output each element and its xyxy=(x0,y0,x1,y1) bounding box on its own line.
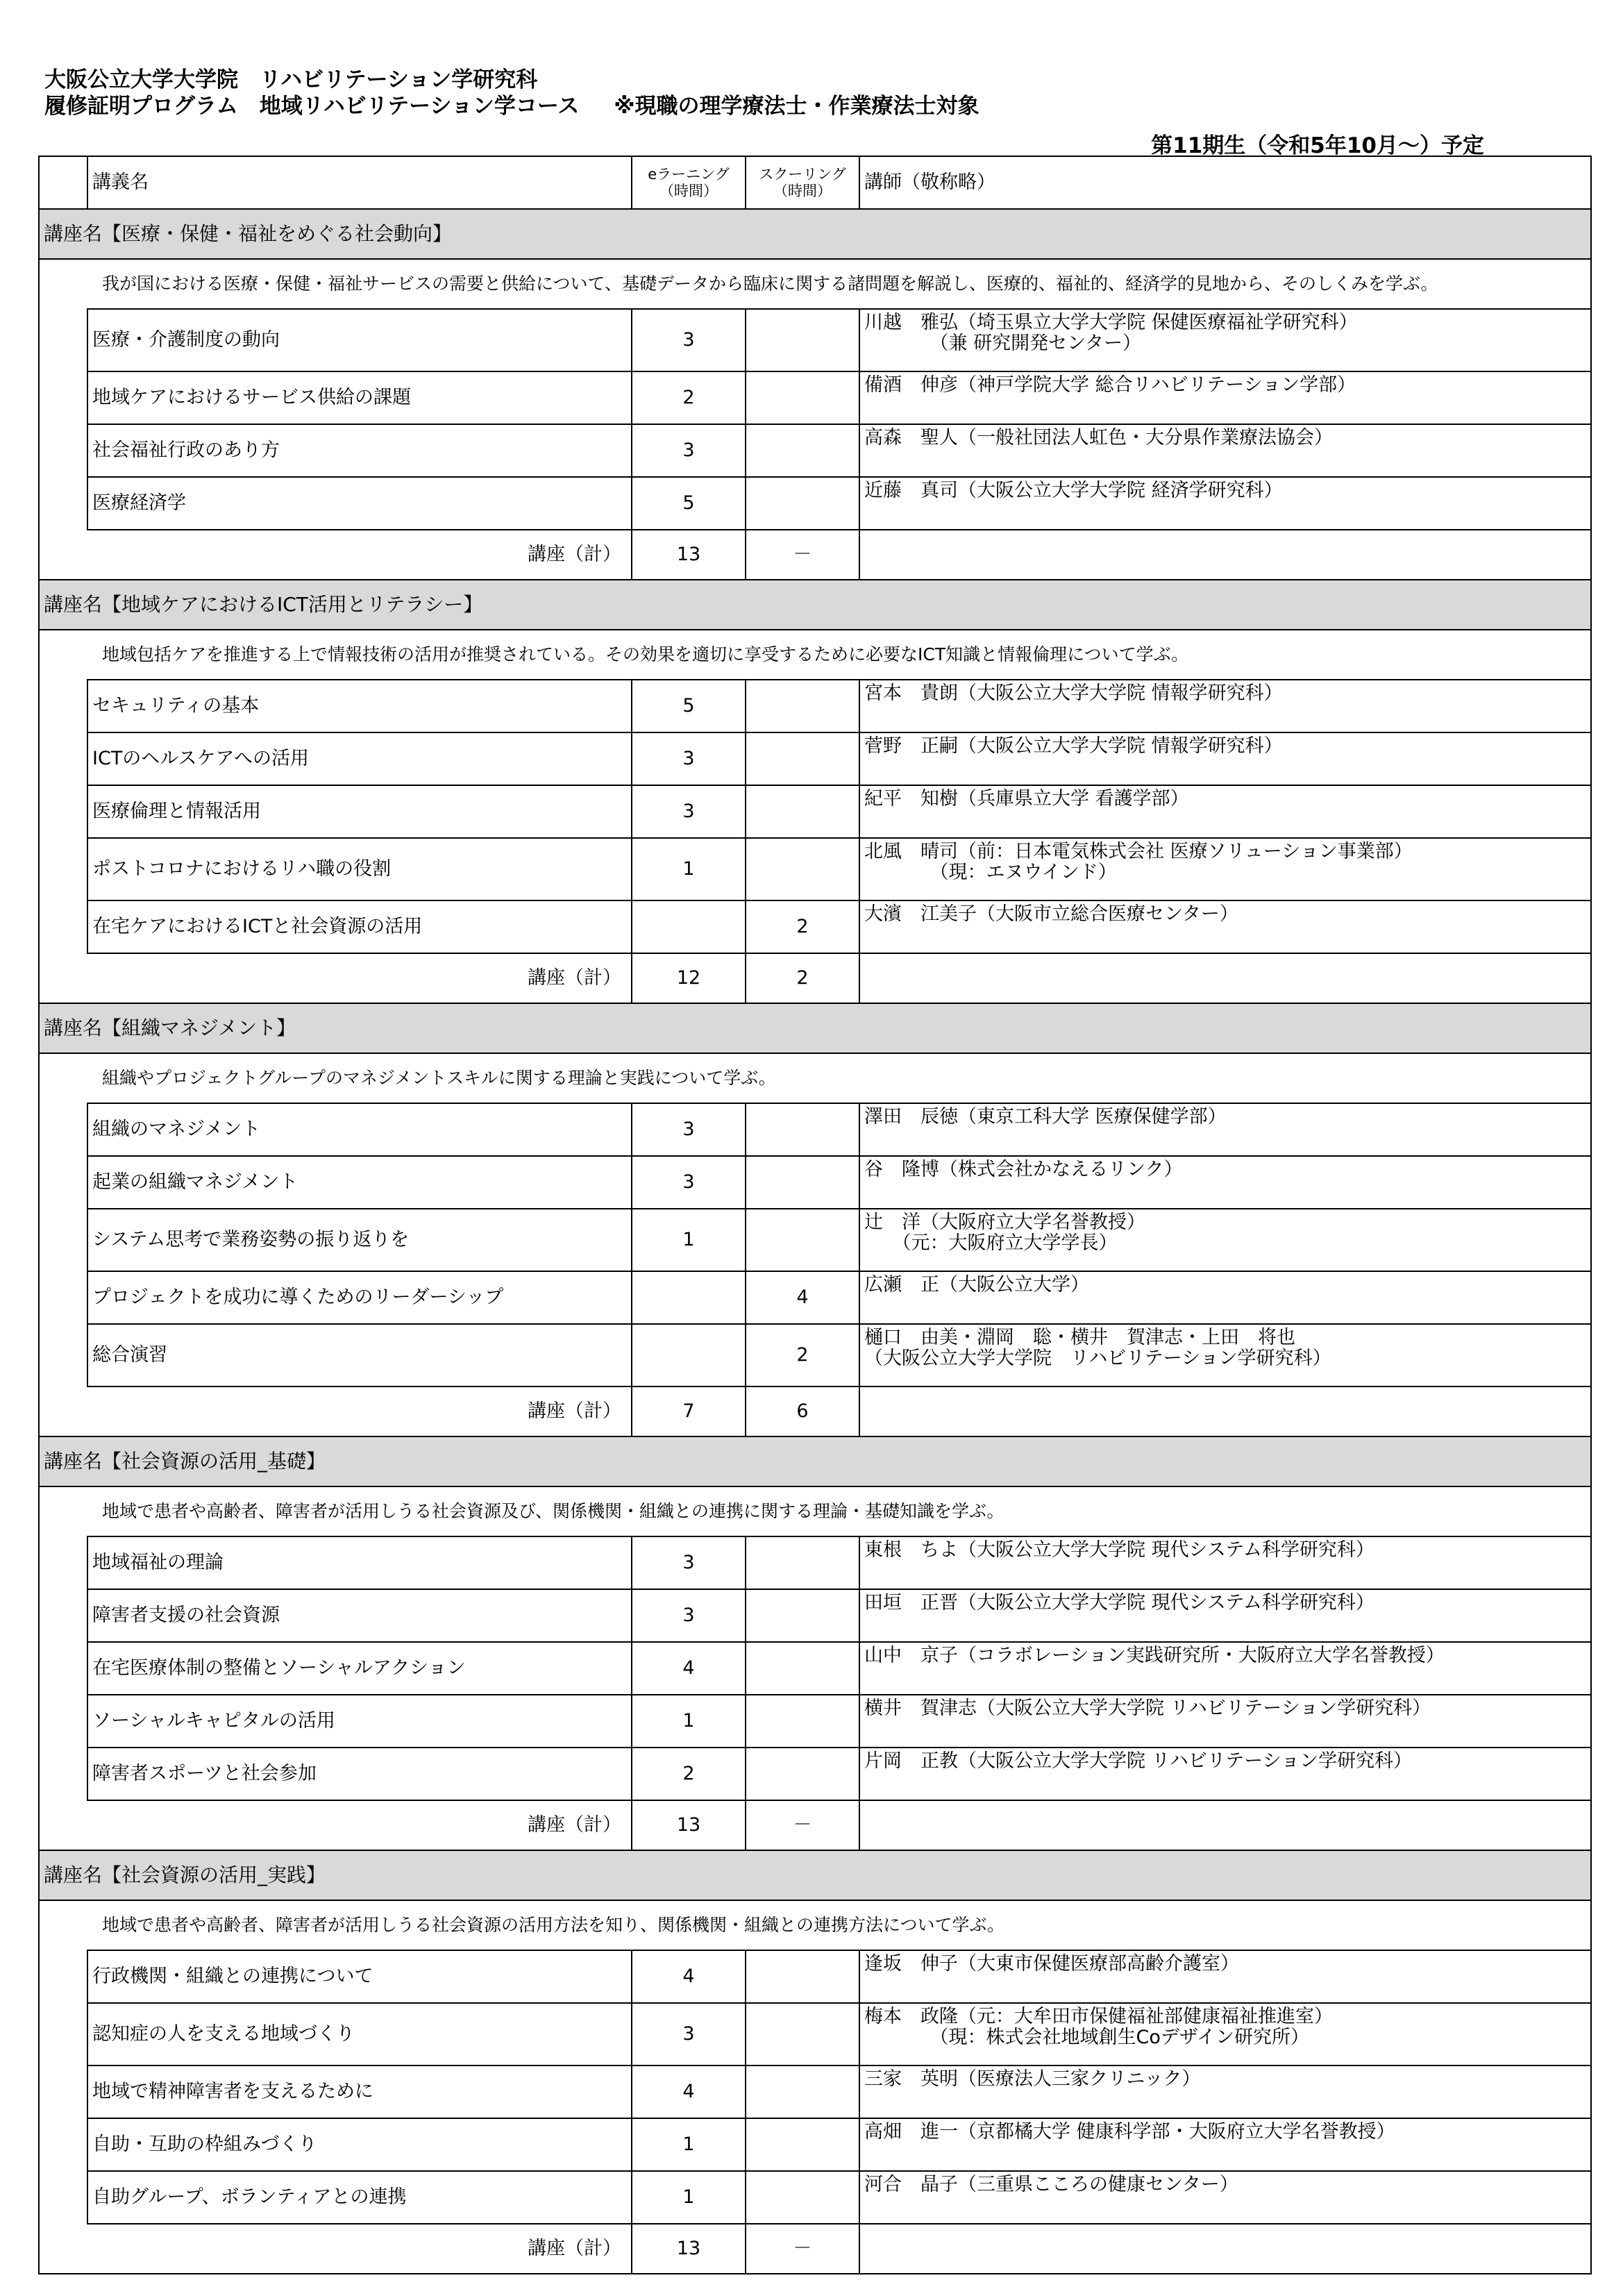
instructor-line1: 片岡 正教（大阪公立大学大学院 リハビリテーション学研究科） xyxy=(864,1750,1413,1772)
indent-cell xyxy=(39,2118,87,2171)
course-total-row xyxy=(39,2224,1591,2274)
instructor-line1: 樋口 由美・淵岡 聡・横井 賀津志・上田 将也 xyxy=(864,1327,1295,1348)
indent-cell xyxy=(39,838,87,900)
instructor-cell xyxy=(859,309,1591,371)
lecture-name: 総合演習 xyxy=(87,1324,632,1386)
instructor-line1: 辻 洋（大阪府立大学名誉教授） xyxy=(864,1212,1145,1233)
course-description: 地域で患者や高齢者、障害者が活用しうる社会資源及び、関係機関・組織との連携に関する理論・基礎知識を学ぶ。 xyxy=(39,1486,1591,1536)
elearning-hours: 4 xyxy=(632,2065,746,2118)
schooling-hours xyxy=(746,1156,859,1209)
course-title: 講座名【地域ケアにおけるICT活用とリテラシー】 xyxy=(39,580,1591,630)
schooling-hours xyxy=(746,785,859,838)
header-line1: 大阪公立大学大学院 リハビリテーション学研究科 xyxy=(44,67,538,92)
course-title-row xyxy=(39,1436,1591,1486)
instructor-cell xyxy=(859,1209,1591,1271)
schooling-hours xyxy=(746,309,859,371)
lecture-row xyxy=(39,1156,1591,1209)
elearning-hours: 4 xyxy=(632,1950,746,2003)
instructor-cell xyxy=(859,1950,1591,2003)
lecture-name: 社会福祉行政のあり方 xyxy=(87,424,632,477)
lecture-name: 起業の組織マネジメント xyxy=(87,1156,632,1209)
elearning-hours: 3 xyxy=(632,1156,746,1209)
lecture-name: ソーシャルキャピタルの活用 xyxy=(87,1695,632,1748)
instructor-cell xyxy=(859,732,1591,785)
lecture-name: 地域で精神障害者を支えるために xyxy=(87,2065,632,2118)
table-header-row xyxy=(39,156,1591,209)
header-elearning xyxy=(632,156,746,209)
indent-cell xyxy=(39,371,87,424)
total-instructor-blank xyxy=(859,953,1591,1003)
schooling-hours xyxy=(746,424,859,477)
instructor-line2: （兼 研究開発センター） xyxy=(864,333,1142,354)
program-name: 履修証明プログラム 地域リハビリテーション学コース xyxy=(44,94,580,119)
indent-cell xyxy=(39,732,87,785)
schooling-hours xyxy=(746,1589,859,1642)
instructor-line1: 田垣 正晋（大阪公立大学大学院 現代システム科学研究科） xyxy=(864,1592,1374,1614)
indent-cell xyxy=(39,1950,87,2003)
instructor-line1: 高畑 進一（京都橘大学 健康科学部・大阪府立大学名誉教授） xyxy=(864,2121,1395,2143)
indent-cell xyxy=(39,2171,87,2224)
instructor-line2: （現：エヌウインド） xyxy=(864,862,1117,883)
lecture-row xyxy=(39,900,1591,953)
course-description: 地域包括ケアを推進する上で情報技術の活用が推奨されている。その効果を適切に享受するために必要なICT知識と情報倫理について学ぶ。 xyxy=(39,630,1591,680)
cohort-label: 第11期生（令和5年10月～）予定 xyxy=(1151,133,1484,158)
lecture-name: 医療経済学 xyxy=(87,477,632,530)
course-title-row xyxy=(39,1850,1591,1900)
instructor-line2: （大阪公立大学大学院 リハビリテーション学研究科） xyxy=(864,1348,1331,1369)
schooling-hours xyxy=(746,1642,859,1695)
lecture-name: 在宅医療体制の整備とソーシャルアクション xyxy=(87,1642,632,1695)
lecture-row xyxy=(39,1950,1591,2003)
lecture-row xyxy=(39,1536,1591,1589)
indent-cell xyxy=(39,1695,87,1748)
lecture-name: 障害者スポーツと社会参加 xyxy=(87,1748,632,1800)
indent-cell xyxy=(39,1748,87,1800)
lecture-row xyxy=(39,1103,1591,1156)
instructor-line1: 梅本 政隆（元：大牟田市保健福祉部健康福祉推進室） xyxy=(864,2006,1333,2027)
header-blank-cell xyxy=(39,156,87,209)
schooling-hours xyxy=(746,1103,859,1156)
elearning-hours: 5 xyxy=(632,680,746,732)
lecture-row xyxy=(39,838,1591,900)
course-description-row xyxy=(39,259,1591,309)
instructor-cell xyxy=(859,2065,1591,2118)
total-schooling: － xyxy=(746,530,859,580)
indent-cell xyxy=(39,1642,87,1695)
elearning-hours xyxy=(632,900,746,953)
instructor-line1: 宮本 貴朗（大阪公立大学大学院 情報学研究科） xyxy=(864,682,1283,704)
indent-cell xyxy=(39,1103,87,1156)
total-schooling: － xyxy=(746,2224,859,2274)
course-title: 講座名【医療・保健・福祉をめぐる社会動向】 xyxy=(39,209,1591,259)
course-description: 組織やプロジェクトグループのマネジメントスキルに関する理論と実践について学ぶ。 xyxy=(39,1053,1591,1103)
instructor-line1: 三家 英明（医療法人三家クリニック） xyxy=(864,2068,1201,2090)
total-label: 講座（計） xyxy=(39,953,632,1003)
lecture-row xyxy=(39,2118,1591,2171)
course-total-row xyxy=(39,1800,1591,1850)
elearning-hours: 3 xyxy=(632,1536,746,1589)
instructor-line1: 備酒 伸彦（神戸学院大学 総合リハビリテーション学部） xyxy=(864,374,1356,396)
instructor-cell xyxy=(859,2171,1591,2224)
indent-cell xyxy=(39,785,87,838)
schooling-hours xyxy=(746,1536,859,1589)
instructor-line1: 谷 隆博（株式会社かなえるリンク） xyxy=(864,1159,1183,1180)
course-description-row xyxy=(39,1900,1591,1950)
lecture-name: 認知症の人を支える地域づくり xyxy=(87,2003,632,2065)
course-title: 講座名【社会資源の活用_基礎】 xyxy=(39,1436,1591,1486)
schooling-hours xyxy=(746,680,859,732)
instructor-line1: 近藤 真司（大阪公立大学大学院 経済学研究科） xyxy=(864,480,1283,501)
course-description: 我が国における医療・保健・福祉サービスの需要と供給について、基礎データから臨床に関する諸問題を解説し、医療的、福祉的、経済学的見地から、そのしくみを学ぶ。 xyxy=(39,259,1591,309)
schooling-hours xyxy=(746,1695,859,1748)
lecture-name: 自助・互助の枠組みづくり xyxy=(87,2118,632,2171)
instructor-cell xyxy=(859,785,1591,838)
indent-cell xyxy=(39,1209,87,1271)
lecture-name: ポストコロナにおけるリハ職の役割 xyxy=(87,838,632,900)
instructor-cell xyxy=(859,1748,1591,1800)
total-label: 講座（計） xyxy=(39,530,632,580)
lecture-row xyxy=(39,1642,1591,1695)
instructor-cell xyxy=(859,1589,1591,1642)
elearning-hours: 2 xyxy=(632,371,746,424)
lecture-name: 組織のマネジメント xyxy=(87,1103,632,1156)
indent-cell xyxy=(39,1156,87,1209)
header-schooling-unit: （時間） xyxy=(773,183,832,199)
total-instructor-blank xyxy=(859,1386,1591,1436)
instructor-line1: 北風 晴司（前：日本電気株式会社 医療ソリューション事業部） xyxy=(864,841,1413,862)
instructor-line1: 東根 ちよ（大阪公立大学大学院 現代システム科学研究科） xyxy=(864,1539,1374,1561)
instructor-cell xyxy=(859,371,1591,424)
lecture-row xyxy=(39,371,1591,424)
total-instructor-blank xyxy=(859,1800,1591,1850)
course-total-row xyxy=(39,530,1591,580)
instructor-cell xyxy=(859,424,1591,477)
lecture-name: 医療倫理と情報活用 xyxy=(87,785,632,838)
elearning-hours xyxy=(632,1271,746,1324)
lecture-row xyxy=(39,2065,1591,2118)
indent-cell xyxy=(39,424,87,477)
lecture-name: 地域福祉の理論 xyxy=(87,1536,632,1589)
header-elearning-label: eラーニング xyxy=(648,166,730,183)
lecture-name: 医療・介護制度の動向 xyxy=(87,309,632,371)
indent-cell xyxy=(39,1536,87,1589)
indent-cell xyxy=(39,2065,87,2118)
lecture-row xyxy=(39,424,1591,477)
lecture-name: 障害者支援の社会資源 xyxy=(87,1589,632,1642)
course-title-row xyxy=(39,209,1591,259)
course-description-row xyxy=(39,1053,1591,1103)
course-description: 地域で患者や高齢者、障害者が活用しうる社会資源の活用方法を知り、関係機関・組織との連携方法について学ぶ。 xyxy=(39,1900,1591,1950)
lecture-name: 在宅ケアにおけるICTと社会資源の活用 xyxy=(87,900,632,953)
total-elearning: 12 xyxy=(632,953,746,1003)
course-title: 講座名【組織マネジメント】 xyxy=(39,1003,1591,1053)
total-instructor-blank xyxy=(859,2224,1591,2274)
course-description-row xyxy=(39,630,1591,680)
schooling-hours xyxy=(746,2118,859,2171)
schooling-hours xyxy=(746,838,859,900)
header-line2 xyxy=(44,93,979,119)
instructor-line1: 高森 聖人（一般社団法人虹色・大分県作業療法協会） xyxy=(864,427,1333,449)
indent-cell xyxy=(39,477,87,530)
course-total-row xyxy=(39,953,1591,1003)
lecture-row xyxy=(39,2003,1591,2065)
total-instructor-blank xyxy=(859,530,1591,580)
schooling-hours xyxy=(746,2065,859,2118)
instructor-cell xyxy=(859,477,1591,530)
elearning-hours: 2 xyxy=(632,1748,746,1800)
instructor-cell xyxy=(859,1642,1591,1695)
elearning-hours: 3 xyxy=(632,309,746,371)
total-elearning: 13 xyxy=(632,530,746,580)
indent-cell xyxy=(39,1324,87,1386)
schooling-hours: 2 xyxy=(746,900,859,953)
instructor-line1: 横井 賀津志（大阪公立大学大学院 リハビリテーション学研究科） xyxy=(864,1698,1431,1719)
instructor-line1: 川越 雅弘（埼玉県立大学大学院 保健医療福祉学研究科） xyxy=(864,312,1358,333)
instructor-line1: 山中 京子（コラボレーション実践研究所・大阪府立大学名誉教授） xyxy=(864,1645,1445,1666)
elearning-hours: 5 xyxy=(632,477,746,530)
instructor-cell xyxy=(859,1695,1591,1748)
instructor-cell xyxy=(859,680,1591,732)
curriculum-table xyxy=(38,156,1592,2274)
lecture-row xyxy=(39,309,1591,371)
indent-cell xyxy=(39,680,87,732)
elearning-hours: 3 xyxy=(632,1103,746,1156)
header-lecture: 講義名 xyxy=(87,156,632,209)
instructor-cell xyxy=(859,1156,1591,1209)
schooling-hours xyxy=(746,1748,859,1800)
instructor-cell xyxy=(859,2003,1591,2065)
instructor-line2: （現：株式会社地域創生Coデザイン研究所） xyxy=(864,2027,1309,2048)
lecture-row xyxy=(39,732,1591,785)
instructor-line1: 菅野 正嗣（大阪公立大学大学院 情報学研究科） xyxy=(864,735,1283,757)
lecture-name: 行政機関・組織との連携について xyxy=(87,1950,632,2003)
instructor-cell xyxy=(859,1103,1591,1156)
indent-cell xyxy=(39,1589,87,1642)
header-instructor: 講師（敬称略） xyxy=(859,156,1591,209)
lecture-row xyxy=(39,680,1591,732)
lecture-name: 地域ケアにおけるサービス供給の課題 xyxy=(87,371,632,424)
lecture-name: ICTのヘルスケアへの活用 xyxy=(87,732,632,785)
instructor-cell xyxy=(859,1536,1591,1589)
elearning-hours: 3 xyxy=(632,424,746,477)
course-title: 講座名【社会資源の活用_実践】 xyxy=(39,1850,1591,1900)
instructor-line1: 大濱 江美子（大阪市立総合医療センター） xyxy=(864,903,1238,925)
total-schooling: 6 xyxy=(746,1386,859,1436)
total-schooling: 2 xyxy=(746,953,859,1003)
lecture-row xyxy=(39,1271,1591,1324)
schooling-hours xyxy=(746,371,859,424)
elearning-hours: 3 xyxy=(632,785,746,838)
lecture-name: プロジェクトを成功に導くためのリーダーシップ xyxy=(87,1271,632,1324)
total-elearning: 13 xyxy=(632,1800,746,1850)
instructor-cell xyxy=(859,1271,1591,1324)
lecture-row xyxy=(39,1589,1591,1642)
total-label: 講座（計） xyxy=(39,1800,632,1850)
instructor-line2: （元：大阪府立大学学長） xyxy=(864,1232,1118,1254)
elearning-hours: 4 xyxy=(632,1642,746,1695)
lecture-row xyxy=(39,1209,1591,1271)
indent-cell xyxy=(39,2003,87,2065)
lecture-row xyxy=(39,1324,1591,1386)
total-label: 講座（計） xyxy=(39,2224,632,2274)
elearning-hours: 1 xyxy=(632,1695,746,1748)
instructor-line1: 澤田 辰徳（東京工科大学 医療保健学部） xyxy=(864,1106,1227,1128)
lecture-name: セキュリティの基本 xyxy=(87,680,632,732)
course-title-row xyxy=(39,1003,1591,1053)
schooling-hours xyxy=(746,1209,859,1271)
lecture-row xyxy=(39,477,1591,530)
lecture-name: 自助グループ、ボランティアとの連携 xyxy=(87,2171,632,2224)
target-note: ※現職の理学療法士・作業療法士対象 xyxy=(614,94,979,119)
course-description-row xyxy=(39,1486,1591,1536)
lecture-row xyxy=(39,2171,1591,2224)
elearning-hours: 3 xyxy=(632,2003,746,2065)
instructor-line1: 広瀬 正（大阪公立大学） xyxy=(864,1274,1089,1296)
schooling-hours xyxy=(746,2003,859,2065)
instructor-cell xyxy=(859,1324,1591,1386)
instructor-cell xyxy=(859,838,1591,900)
elearning-hours: 1 xyxy=(632,2118,746,2171)
total-elearning: 13 xyxy=(632,2224,746,2274)
elearning-hours xyxy=(632,1324,746,1386)
elearning-hours: 1 xyxy=(632,2171,746,2224)
elearning-hours: 1 xyxy=(632,838,746,900)
total-label: 講座（計） xyxy=(39,1386,632,1436)
schooling-hours xyxy=(746,732,859,785)
instructor-line1: 河合 晶子（三重県こころの健康センター） xyxy=(864,2174,1238,2195)
elearning-hours: 3 xyxy=(632,1589,746,1642)
total-elearning: 7 xyxy=(632,1386,746,1436)
elearning-hours: 1 xyxy=(632,1209,746,1271)
instructor-cell xyxy=(859,2118,1591,2171)
course-title-row xyxy=(39,580,1591,630)
header-elearning-unit: （時間） xyxy=(659,183,718,199)
lecture-row xyxy=(39,1748,1591,1800)
instructor-cell xyxy=(859,900,1591,953)
indent-cell xyxy=(39,309,87,371)
lecture-row xyxy=(39,1695,1591,1748)
header-schooling xyxy=(746,156,859,209)
indent-cell xyxy=(39,1271,87,1324)
schooling-hours: 4 xyxy=(746,1271,859,1324)
total-schooling: － xyxy=(746,1800,859,1850)
elearning-hours: 3 xyxy=(632,732,746,785)
header-schooling-label: スクーリング xyxy=(759,166,846,183)
instructor-line1: 紀平 知樹（兵庫県立大学 看護学部） xyxy=(864,788,1189,810)
schooling-hours xyxy=(746,477,859,530)
schooling-hours xyxy=(746,2171,859,2224)
indent-cell xyxy=(39,900,87,953)
course-total-row xyxy=(39,1386,1591,1436)
lecture-row xyxy=(39,785,1591,838)
schooling-hours xyxy=(746,1950,859,2003)
schooling-hours: 2 xyxy=(746,1324,859,1386)
document-header xyxy=(44,67,979,119)
lecture-name: システム思考で業務姿勢の振り返りを xyxy=(87,1209,632,1271)
instructor-line1: 逢坂 伸子（大東市保健医療部高齢介護室） xyxy=(864,1953,1239,1975)
